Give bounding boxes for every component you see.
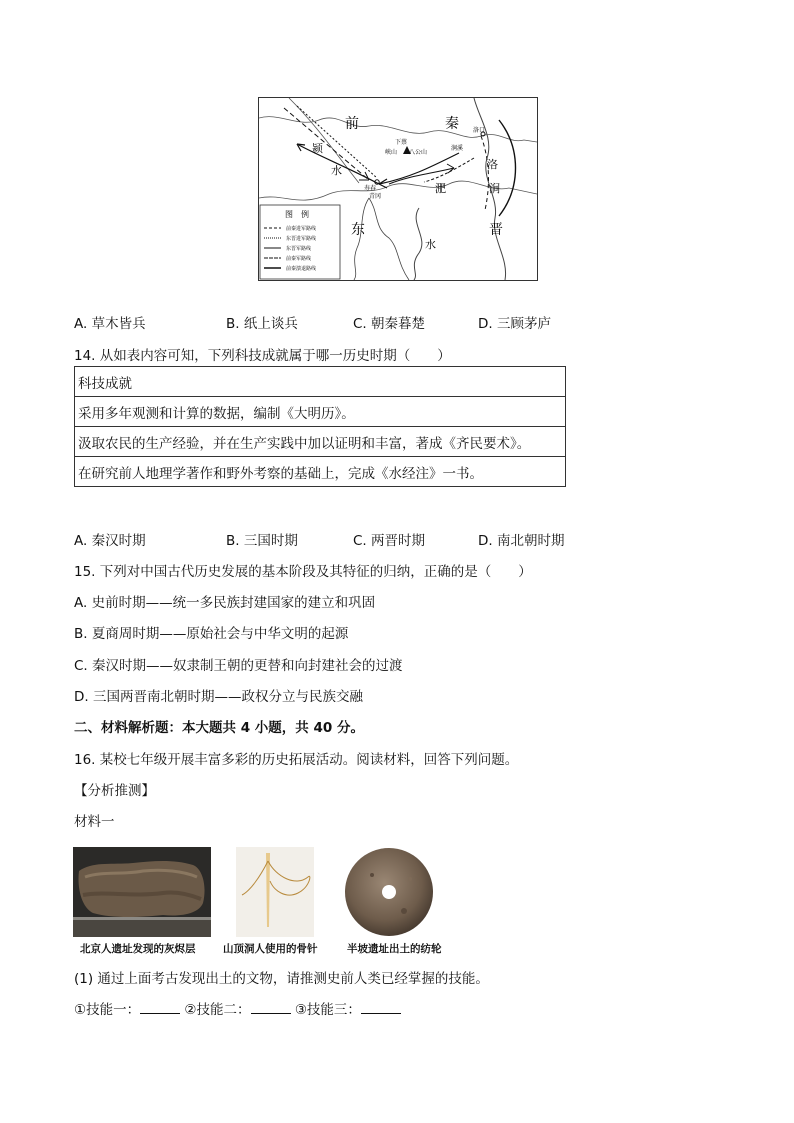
map-label-luokou: 洛口	[473, 127, 486, 134]
table-cell: 采用多年观测和计算的数据，编制《大明历》。	[75, 397, 566, 427]
q13-options	[74, 312, 734, 330]
q14-table	[74, 366, 566, 487]
map-label-qian: 前	[345, 116, 359, 132]
answer-blank-3[interactable]	[361, 1001, 401, 1014]
section-heading: 二、材料解析题：本大题共 4 小题，共 40 分。	[74, 720, 364, 736]
map-label-ying: 颍	[312, 142, 323, 155]
q15-option-a[interactable]: A. 史前时期——统一多民族封建国家的建立和巩固	[74, 595, 376, 611]
map-legend	[260, 205, 340, 279]
legend-item: 东晋军路线	[286, 246, 312, 252]
q15-stem: 15. 下列对中国古代历史发展的基本阶段及其特征的归纳，正确的是（ ）	[74, 564, 532, 580]
map-label-qin: 秦	[445, 116, 459, 132]
q13-option-c[interactable]: C. 朝秦暮楚	[353, 316, 426, 332]
map-label-shui-left: 水	[331, 164, 342, 177]
map-label-shui-bottom: 水	[425, 238, 436, 251]
q16-question-1: (1) 通过上面考古发现出土的文物，请推测史前人类已经掌握的技能。	[74, 971, 489, 987]
table-cell: 汲取农民的生产经验，并在生产实践中加以证明和丰富，著成《齐民要术》。	[75, 427, 566, 457]
answer-blanks	[74, 998, 401, 1018]
map-label-xiashan: 峡山	[385, 149, 398, 156]
q14-option-a[interactable]: A. 秦汉时期	[74, 533, 146, 549]
q15-option-b[interactable]: B. 夏商周时期——原始社会与中华文明的起源	[74, 626, 349, 642]
blank-label-2: ②技能二：	[184, 1002, 251, 1018]
caption-bone-needle: 山顶洞人使用的骨针	[223, 943, 318, 955]
q15-option-c[interactable]: C. 秦汉时期——奴隶制王朝的更替和向封建社会的过渡	[74, 658, 403, 674]
map-label-jianchuan: 涧溪	[451, 145, 464, 152]
q13-option-a[interactable]: A. 草木皆兵	[74, 316, 146, 332]
q15-option-d[interactable]: D. 三国两晋南北朝时期——政权分立与民族交融	[74, 689, 363, 705]
q14-option-b[interactable]: B. 三国时期	[226, 533, 298, 549]
map-label-jian: 涧	[489, 182, 500, 195]
blank-label-1: ①技能一：	[74, 1002, 141, 1018]
legend-title: 图 例	[285, 210, 309, 219]
legend-item: 前秦军路线	[286, 256, 312, 262]
answer-blank-2[interactable]	[251, 1001, 291, 1014]
q14-option-d[interactable]: D. 南北朝时期	[478, 533, 565, 549]
map-label-fei: 淝	[435, 182, 446, 195]
answer-blank-1[interactable]	[140, 1001, 180, 1014]
table-cell: 在研究前人地理学著作和野外考察的基础上，完成《水经注》一书。	[75, 457, 566, 487]
map-label-xiacai: 下蔡	[395, 139, 408, 146]
caption-ash-layer: 北京人遗址发现的灰烬层	[80, 943, 196, 955]
q14-option-c[interactable]: C. 两晋时期	[353, 533, 426, 549]
q13-option-b[interactable]: B. 纸上谈兵	[226, 316, 298, 332]
map-label-jin: 晋	[489, 222, 503, 238]
map-drawing	[259, 98, 537, 280]
blank-label-3: ③技能三：	[294, 1002, 361, 1018]
bone-needle-photo	[236, 847, 314, 937]
material-label: 材料一	[74, 814, 115, 830]
caption-spindle-whorl: 半坡遗址出土的纺轮	[347, 943, 442, 955]
legend-item: 东晋进军路线	[286, 236, 317, 242]
map-label-luo: 洛	[487, 158, 498, 171]
map-label-shouchun: 寿春	[364, 185, 377, 192]
q14-stem: 14. 从如表内容可知，下列科技成就属于哪一历史时期（ ）	[74, 348, 451, 364]
legend-item: 前秦进军路线	[286, 226, 317, 232]
spindle-whorl-photo	[342, 845, 436, 939]
map-label-dong: 东	[351, 222, 365, 238]
q16-subheading: 【分析推测】	[74, 783, 155, 799]
map-label-bagongshan: 八公山	[409, 149, 428, 156]
q14-options	[74, 529, 734, 547]
ash-layer-photo	[73, 847, 211, 937]
table-cell-header: 科技成就	[75, 367, 566, 397]
map-label-qingang: 青冈	[369, 193, 382, 200]
legend-item: 前秦溃退路线	[286, 266, 317, 272]
q16-stem: 16. 某校七年级开展丰富多彩的历史拓展活动。阅读材料，回答下列问题。	[74, 752, 519, 768]
battle-map	[258, 97, 538, 281]
q13-option-d[interactable]: D. 三顾茅庐	[478, 316, 551, 332]
